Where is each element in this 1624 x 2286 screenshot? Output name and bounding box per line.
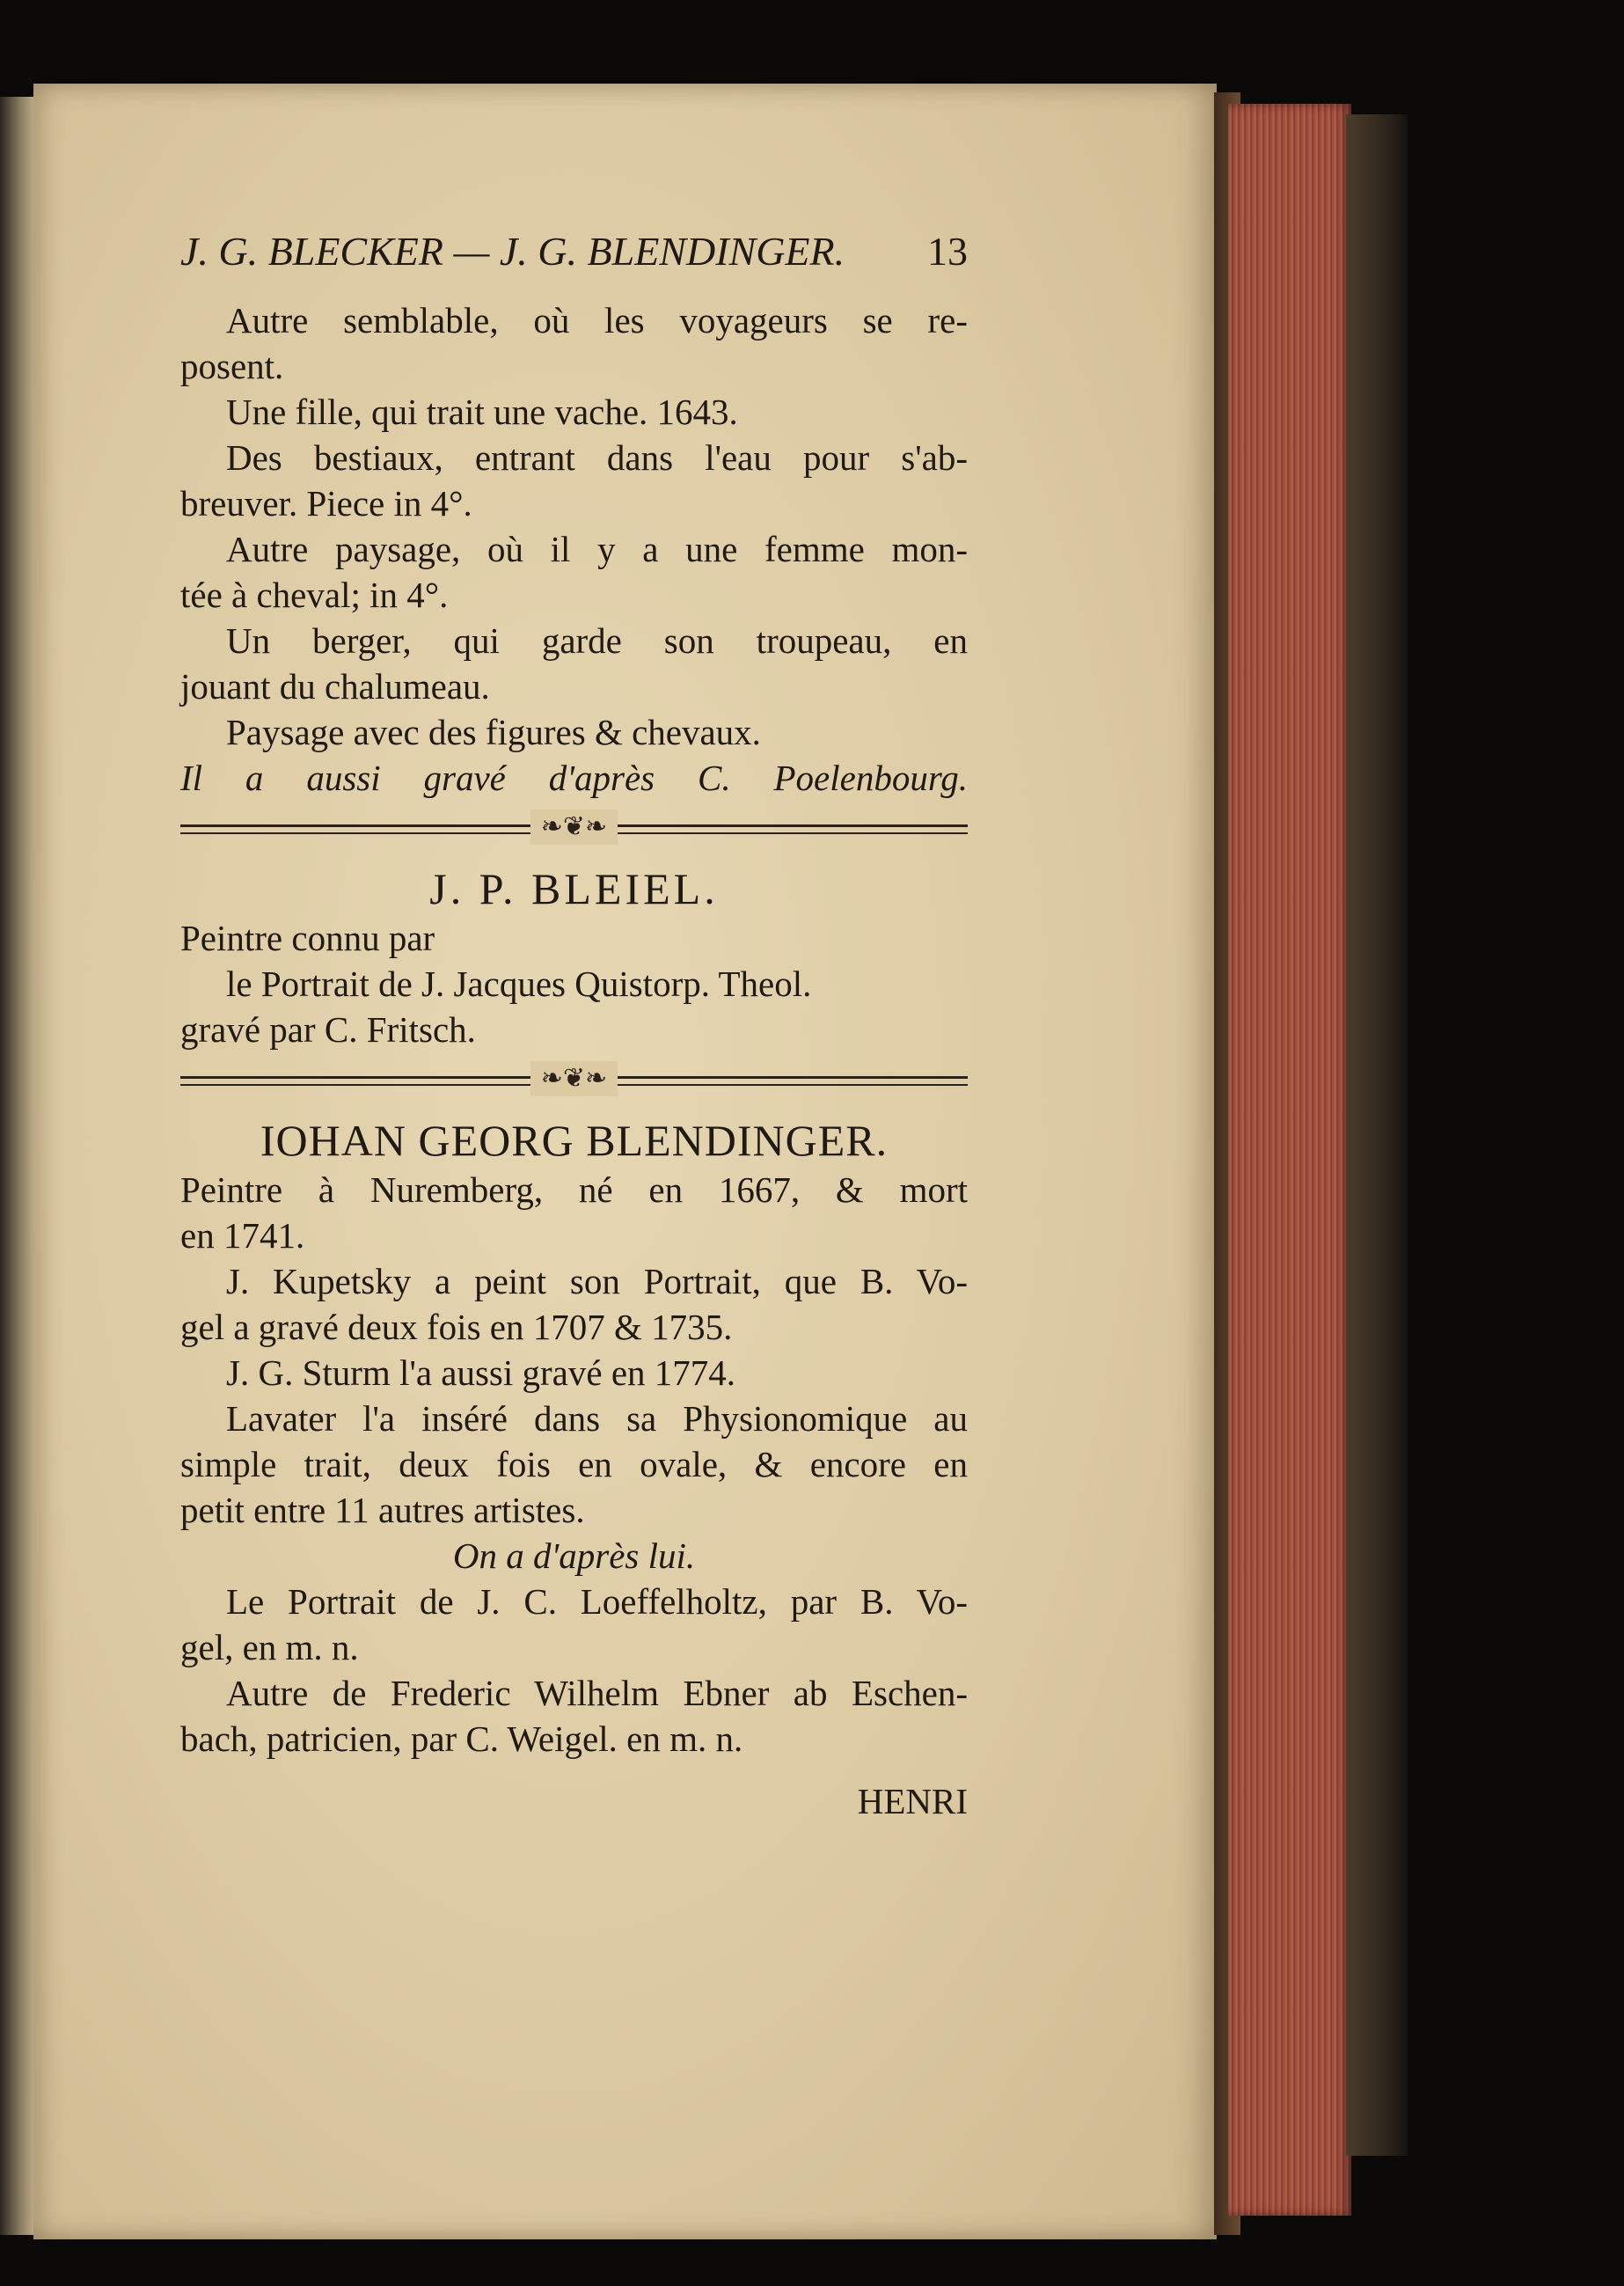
text-line: en 1741.	[180, 1215, 305, 1256]
text-line: Des bestiaux, entrant dans l'eau pour s'ab-	[226, 437, 968, 478]
page-text	[180, 229, 968, 1823]
text-line: J. Kupetsky a peint son Portrait, que B. Vo-	[226, 1261, 968, 1301]
book-cover-board	[1346, 114, 1408, 2156]
text-line: posent.	[180, 346, 284, 386]
text-line: breuver. Piece in 4°.	[180, 483, 472, 524]
text-line: gravé par C. Fritsch.	[180, 1009, 476, 1050]
ornamental-rule	[180, 801, 968, 854]
text-line: tée à cheval; in 4°.	[180, 575, 449, 615]
text-line: bach, patricien, par C. Weigel. en m. n.	[180, 1718, 743, 1759]
entry-heading: IOHAN GEORG BLENDINGER.	[260, 1116, 889, 1165]
facing-page-edge	[0, 97, 35, 2235]
text-line: Peintre à Nuremberg, né en 1667, & mort	[180, 1169, 968, 1210]
text-line: jouant du chalumeau.	[180, 666, 490, 707]
text-line: Autre paysage, où il y a une femme mon-	[226, 529, 968, 569]
catchword: HENRI	[857, 1781, 968, 1821]
text-line: Lavater l'a inséré dans sa Physionomique au	[226, 1398, 968, 1439]
text-line: gel, en m. n.	[180, 1627, 359, 1667]
page-edges	[1228, 104, 1351, 2216]
page-number: 13	[927, 229, 968, 274]
fleuron-ornament: ❧❦❧	[530, 1061, 618, 1096]
text-line: gel a gravé deux fois en 1707 & 1735.	[180, 1307, 733, 1347]
text-line: simple trait, deux fois en ovale, & encore en	[180, 1444, 968, 1484]
text-line: Une fille, qui trait une vache. 1643.	[226, 392, 738, 432]
text-line: petit entre 11 autres artistes.	[180, 1490, 585, 1530]
ornamental-rule	[180, 1052, 968, 1105]
text-line: Autre de Frederic Wilhelm Ebner ab Eschen-	[226, 1673, 968, 1713]
text-line: Un berger, qui garde son troupeau, en	[226, 620, 968, 661]
text-line: J. G. Sturm l'a aussi gravé en 1774.	[226, 1352, 736, 1393]
fleuron-ornament: ❧❦❧	[530, 810, 618, 845]
text-line: Peintre connu par	[180, 918, 435, 958]
text-line: Autre semblable, où les voyageurs se re-	[226, 300, 968, 341]
entry-heading: J. P. BLEIEL.	[429, 864, 719, 913]
running-head-title: J. G. BLECKER — J. G. BLENDINGER.	[180, 229, 845, 274]
running-head	[180, 229, 968, 290]
attribution-line: Il a aussi gravé d'après C. Poelenbourg.	[180, 758, 968, 798]
text-line: Le Portrait de J. C. Loeffelholtz, par B. Vo-	[226, 1581, 968, 1622]
text-line: Paysage avec des figures & chevaux.	[226, 712, 761, 752]
text-line: le Portrait de J. Jacques Quistorp. Theol.	[226, 963, 812, 1004]
subheading-line: On a d'après lui.	[452, 1535, 696, 1576]
